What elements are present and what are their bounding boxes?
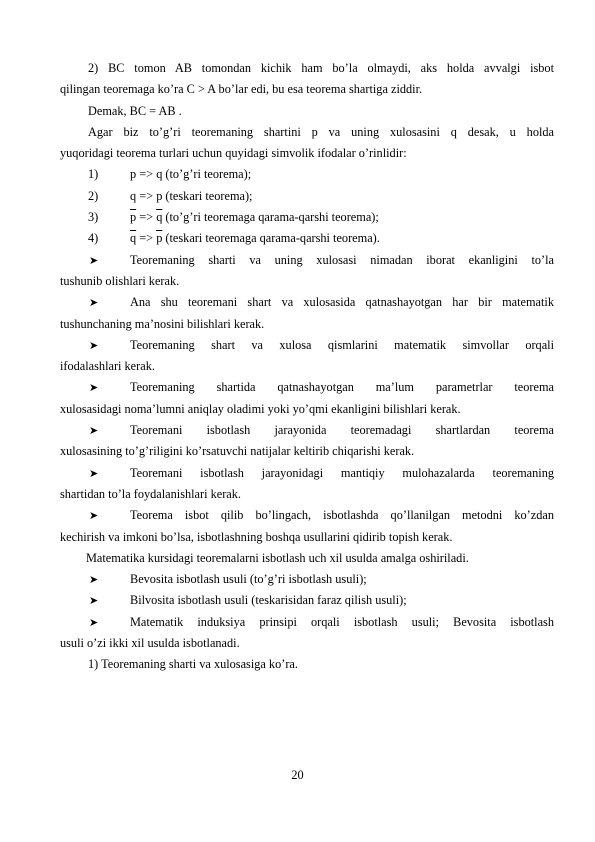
item-description: (to’g’ri teorema); xyxy=(162,167,252,182)
bullet-continuation: shartidan to’la foydalanishlari kerak. xyxy=(60,486,241,501)
closing-paragraph xyxy=(60,654,554,675)
bullet-continuation: kechirish va imkoni bo’lsa, isbotlashning boshqa usullarini qidirib topish kerak. xyxy=(60,529,453,544)
paragraph-3-line-2: yuqoridagi teorema turlari uchun quyidagi simvolik ifodalar o’rinlidir: xyxy=(60,146,407,161)
item-text xyxy=(60,207,554,228)
document-page xyxy=(60,58,554,676)
arrow-bullet-icon: ➤ xyxy=(89,594,99,608)
bullet-item xyxy=(60,569,554,590)
closing-text: 1) Teoremaning sharti va xulosasiga ko’ra. xyxy=(88,657,298,672)
item-description: (teskari teoremaga qarama-qarshi teorema). xyxy=(162,231,380,246)
item-text xyxy=(60,186,554,207)
numbered-item xyxy=(60,228,554,249)
bullet-continuation: xulosasidagi noma’lumni aniqlay oladimi yoki yo’qmi ekanligini bilishlari kerak. xyxy=(60,401,461,416)
methods-bullet-list xyxy=(60,569,554,654)
paragraph-3 xyxy=(60,122,554,165)
bullet-first-line: Bilvosita isbotlash usuli (teskarisidan faraz qilish usuli); xyxy=(130,593,407,608)
bullet-item xyxy=(60,420,554,463)
arrow-bullet-icon: ➤ xyxy=(89,253,99,267)
bullet-first-line: Teoremani isbotlash jarayonidagi mantiqiy mulohazalarda teoremaning xyxy=(130,465,554,480)
bullet-first-line: Teoremaning shartida qatnashayotgan ma’lum parametrlar teorema xyxy=(130,380,554,395)
symbol-p: p xyxy=(156,188,163,203)
bullet-first-line: Teoremaning shart va xulosa qismlarini matematik simvollar orqali xyxy=(130,337,554,352)
arrow-bullet-icon: ➤ xyxy=(89,381,99,395)
item-description: (teskari teorema); xyxy=(162,188,253,203)
bullet-item xyxy=(60,590,554,611)
paragraph-1-line-1: 2) BC tomon AB tomondan kichik ham bo’la olmaydi, aks holda avvalgi isbot xyxy=(88,61,554,75)
negated-symbol-q: $\overline{q}$ xyxy=(156,210,163,225)
item-number: 1) xyxy=(88,167,99,182)
bullet-first-line: Teoremani isbotlash jarayonida teoremadagi shartlardan teorema xyxy=(130,423,554,438)
arrow-bullet-icon: ➤ xyxy=(89,509,99,523)
bullet-first-line: Ana shu teoremani shart va xulosasida qatnashayotgan har bir matematik xyxy=(130,295,554,310)
implies-arrow: => xyxy=(136,231,157,246)
bullet-item xyxy=(60,505,554,548)
paragraph-1-line-2: qilingan teoremaga ko’ra C > A bo’lar edi, bu esa teorema shartiga ziddir. xyxy=(60,82,423,97)
numbered-list xyxy=(60,164,554,249)
item-text xyxy=(60,164,554,185)
negated-symbol-q: $\overline{q}$ xyxy=(130,231,137,246)
bullet-continuation: tushunchaning ma’nosini bilishlari kerak. xyxy=(60,316,265,331)
bullet-item xyxy=(60,335,554,378)
bullet-item xyxy=(60,463,554,506)
bullet-continuation: usuli o’zi ikki xil usulda isbotlanadi. xyxy=(60,636,240,651)
arrow-bullet-icon: ➤ xyxy=(89,615,99,629)
bullet-item xyxy=(60,612,554,655)
bullet-item xyxy=(60,292,554,335)
bullet-first-line: Teorema isbot qilib bo’lingach, isbotlashda qo’llanilgan metodni ko’zdan xyxy=(130,508,554,523)
paragraph-1 xyxy=(60,58,554,101)
item-number: 3) xyxy=(88,210,99,225)
item-number: 4) xyxy=(88,231,99,246)
bullet-item xyxy=(60,250,554,293)
arrow-bullet-icon: ➤ xyxy=(89,573,99,587)
paragraph-2 xyxy=(60,101,554,122)
negated-symbol-p: $\overline{p}$ xyxy=(130,210,137,225)
implies-arrow: => xyxy=(136,167,157,182)
arrow-bullet-icon: ➤ xyxy=(89,424,99,438)
item-number: 2) xyxy=(88,188,99,203)
page-number: 20 xyxy=(291,768,304,782)
bullet-continuation: tushunib olishlari kerak. xyxy=(60,273,180,288)
bullet-continuation: ifodalashlari kerak. xyxy=(60,359,155,374)
bullet-item xyxy=(60,377,554,420)
negated-symbol-p: $\overline{p}$ xyxy=(156,231,163,246)
implies-arrow: => xyxy=(136,188,157,203)
methods-intro-paragraph xyxy=(60,548,554,569)
bullet-continuation: xulosasining to’g’riligini ko’rsatuvchi natijalar keltirib chiqarishi kerak. xyxy=(60,444,415,459)
bullet-first-line: Bevosita isbotlash usuli (to’g’ri isbotlash usuli); xyxy=(130,572,367,587)
arrow-bullet-icon: ➤ xyxy=(89,338,99,352)
numbered-item xyxy=(60,207,554,228)
paragraph-3-line-1: Agar biz to’g’ri teoremaning shartini p va uning xulosasini q desak, u holda xyxy=(88,124,554,139)
methods-intro-text: Matematika kursidagi teoremalarni isbotlash uch xil usulda amalga oshiriladi. xyxy=(86,550,469,565)
numbered-item xyxy=(60,186,554,207)
symbol-q: q xyxy=(130,188,137,203)
symbol-p: p xyxy=(130,167,137,182)
bullet-list xyxy=(60,250,554,548)
symbol-q: q xyxy=(156,167,163,182)
bullet-first-line: Matematik induksiya prinsipi orqali isbotlash usuli; Bevosita isbotlash xyxy=(130,614,554,629)
item-text xyxy=(60,228,554,249)
arrow-bullet-icon: ➤ xyxy=(89,296,99,310)
bullet-first-line: Teoremaning sharti va uning xulosasi nimadan iborat ekanligini to’la xyxy=(130,252,554,267)
item-description: (to’g’ri teoremaga qarama-qarshi teorema); xyxy=(162,210,379,225)
arrow-bullet-icon: ➤ xyxy=(89,466,99,480)
paragraph-2-text: Demak, BC = AB . xyxy=(88,103,182,118)
numbered-item xyxy=(60,164,554,185)
implies-arrow: => xyxy=(136,210,157,225)
